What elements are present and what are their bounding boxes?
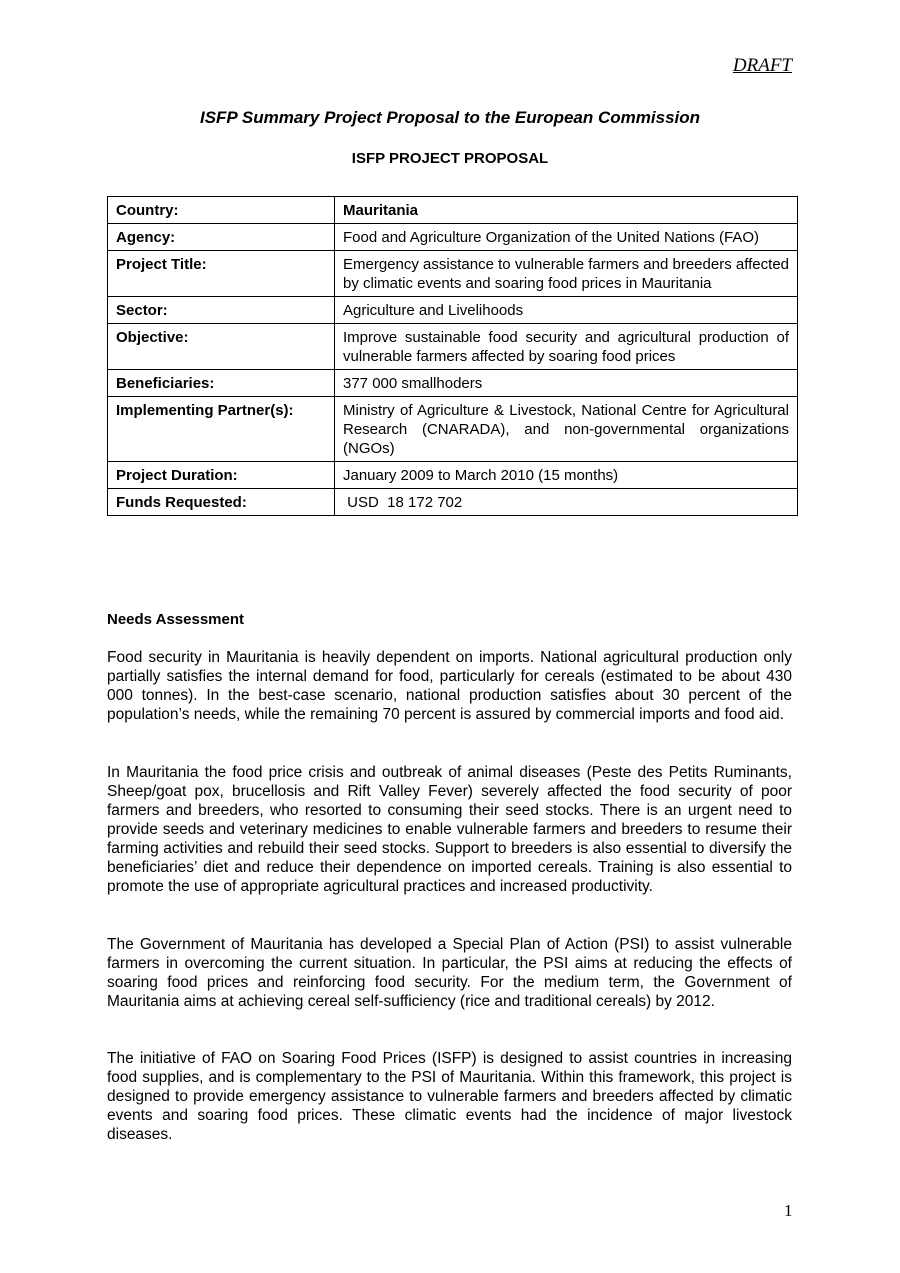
table-row-agency — [108, 224, 798, 251]
section-heading: Needs Assessment — [107, 611, 245, 628]
row-value: Mauritania — [335, 197, 798, 224]
paragraph-2: In Mauritania the food price crisis and outbreak of animal diseases (Peste des Petits Ruminants, Sheep/goat pox, brucellosis and Rift Valley Fever) severely affected the food security of poor farmers and breeders, who resorted to consuming their seed stocks. There is an urgent need to provide seeds and veterinary medicines to enable vulnerable farmers and breeders to resume their farming activities and rebuild their seed stocks. Support to breeders is also essential to diversify the beneficiaries’ diet and reduce their dependence on imported cereals. Training is also essential to promote the use of appropriate agricultural practices and increased productivity. — [107, 764, 792, 895]
paragraph-4: The initiative of FAO on Soaring Food Prices (ISFP) is designed to assist countries in increasing food supplies, and is complementary to the PSI of Mauritania. Within this framework, this project is designed to provide emergency assistance to vulnerable farmers and breeders affected by climatic events and soaring food prices. These climatic events had the incidence of major livestock diseases. — [107, 1050, 792, 1143]
document-subtitle: ISFP PROJECT PROPOSAL — [351, 150, 549, 167]
row-label: Funds Requested: — [108, 489, 335, 516]
row-value: Emergency assistance to vulnerable farmers and breeders affected by climatic events and soaring food prices in Mauritania — [335, 251, 798, 297]
document-title: ISFP Summary Project Proposal to the European Commission — [199, 108, 701, 127]
row-value: January 2009 to March 2010 (15 months) — [335, 462, 798, 489]
table-row-project-duration — [108, 462, 798, 489]
row-value: Ministry of Agriculture & Livestock, National Centre for Agricultural Research (CNARADA), and non-governmental organizations (NGOs) — [335, 397, 798, 462]
row-value: 377 000 smallhoders — [335, 370, 798, 397]
table-row-country — [108, 197, 798, 224]
page-number: 1 — [784, 1201, 793, 1220]
table-row-sector — [108, 297, 798, 324]
project-info-table — [107, 196, 798, 516]
row-label: Objective: — [108, 324, 335, 370]
table-row-funds-requested — [108, 489, 798, 516]
table-row-implementing-partners — [108, 397, 798, 462]
row-value: USD 18 172 702 — [335, 489, 798, 516]
draft-label: DRAFT — [732, 55, 792, 76]
table-row-beneficiaries — [108, 370, 798, 397]
row-label: Project Title: — [108, 251, 335, 297]
row-label: Beneficiaries: — [108, 370, 335, 397]
paragraph-3: The Government of Mauritania has developed a Special Plan of Action (PSI) to assist vulnerable farmers in overcoming the current situation. In particular, the PSI aims at reducing the effects of soaring food prices and reinforcing food security. For the medium term, the Government of Mauritania aims at achieving cereal self-sufficiency (rice and traditional cereals) by 2012. — [107, 936, 792, 1010]
row-label: Sector: — [108, 297, 335, 324]
table-row-objective — [108, 324, 798, 370]
row-value: Agriculture and Livelihoods — [335, 297, 798, 324]
table-row-project-title — [108, 251, 798, 297]
row-label: Country: — [108, 197, 335, 224]
row-value: Improve sustainable food security and agricultural production of vulnerable farmers affected by soaring food prices — [335, 324, 798, 370]
row-label: Project Duration: — [108, 462, 335, 489]
row-value: Food and Agriculture Organization of the United Nations (FAO) — [335, 224, 798, 251]
row-label: Implementing Partner(s): — [108, 397, 335, 462]
row-label: Agency: — [108, 224, 335, 251]
paragraph-1: Food security in Mauritania is heavily dependent on imports. National agricultural production only partially satisfies the internal demand for food, particularly for cereals (estimated to be about 430 000 tonnes). In the best-case scenario, national production satisfies about 30 percent of the population’s needs, while the remaining 70 percent is assured by commercial imports and food aid. — [107, 649, 792, 723]
